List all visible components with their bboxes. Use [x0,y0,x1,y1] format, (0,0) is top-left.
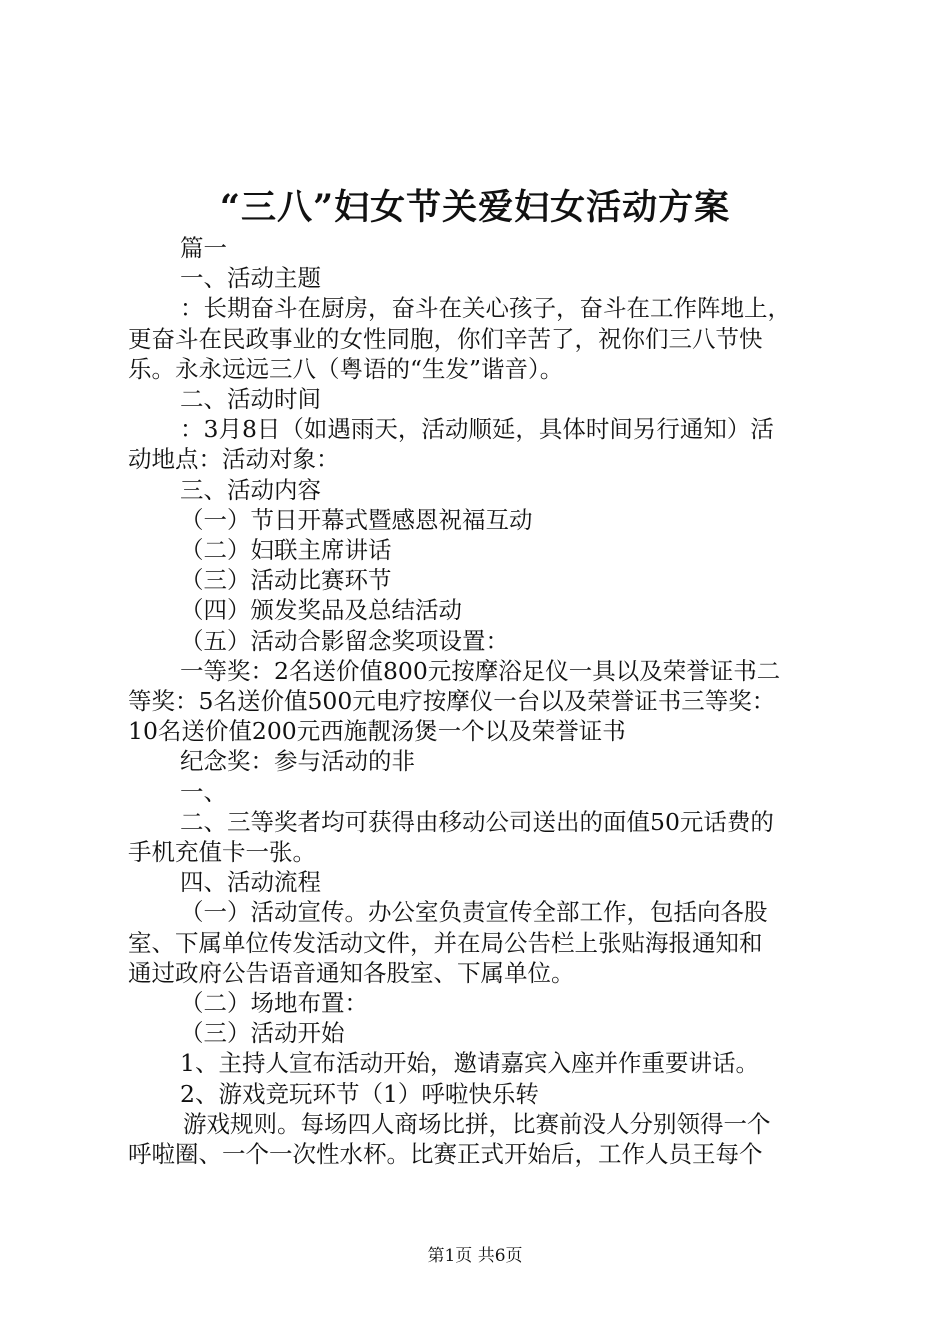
paragraph-line: 手机充值卡一张。 [128,838,316,867]
paragraph-line: 更奋斗在民政事业的女性同胞，你们辛苦了，祝你们三八节快 [128,324,763,353]
list-item: （二）妇联主席讲话 [180,536,392,565]
paragraph-line: ：长期奋斗在厨房，奋斗在关心孩子，奋斗在工作阵地上， [180,294,791,323]
paragraph-line: 二、三等奖者均可获得由移动公司送出的面值50元话费的 [180,807,774,836]
list-item: （四）颁发奖品及总结活动 [180,596,462,625]
paragraph-line: （一）活动宣传。办公室负责宣传全部工作，包括向各股 [180,898,768,927]
page-footer [0,1244,950,1268]
document-title: “三八”妇女节关爱妇女活动方案 [219,187,731,228]
list-item: （三）活动比赛环节 [180,566,392,595]
list-item: （二）场地布置： [180,989,368,1018]
section-heading: 三、活动内容 [180,475,321,504]
paragraph-line: ：3月8日（如遇雨天，活动顺延，具体时间另行通知）活 [180,415,774,444]
paragraph-line: 乐。永永远远三八（粤语的“生发”谐音）。 [128,354,564,383]
section-heading: 一、活动主题 [180,264,321,293]
paragraph-line: 纪念奖：参与活动的非 [180,747,415,776]
paragraph-line: 一、 [180,777,227,806]
paragraph-line: 1、主持人宣布活动开始，邀请嘉宾入座并作重要讲话。 [180,1049,759,1078]
paragraph-line: 通过政府公告语音通知各股室、下属单位。 [128,958,575,987]
paragraph-line: 动地点：活动对象： [128,445,340,474]
list-item: （一）节日开幕式暨感恩祝福互动 [180,505,533,534]
document-body [128,233,833,1169]
list-item: （五）活动合影留念奖项设置： [180,626,509,655]
section-heading: 二、活动时间 [180,385,321,414]
paragraph-line: 游戏规则。每场四人商场比拼，比赛前没人分别领得一个 [183,1109,771,1138]
paragraph-line: 呼啦圈、一个一次性水杯。比赛正式开始后，工作人员王每个 [128,1140,763,1169]
page-indicator: 第1页 共6页 [427,1246,523,1266]
paragraph-line: 等奖：5名送价值500元电疗按摩仪一台以及荣誉证书三等奖： [128,687,776,716]
paragraph-line: 2、游戏竞玩环节（1）呼啦快乐转 [180,1079,539,1108]
section-heading: 四、活动流程 [180,868,321,897]
paragraph-line: 一等奖：2名送价值800元按摩浴足仪一具以及荣誉证书二 [180,656,781,685]
paragraph-line: 篇一 [180,234,227,262]
paragraph-line: 10名送价值200元西施靓汤煲一个以及荣誉证书 [128,717,626,746]
paragraph-line: 室、下属单位传发活动文件，并在局公告栏上张贴海报通知和 [128,928,763,957]
list-item: （三）活动开始 [180,1019,345,1048]
